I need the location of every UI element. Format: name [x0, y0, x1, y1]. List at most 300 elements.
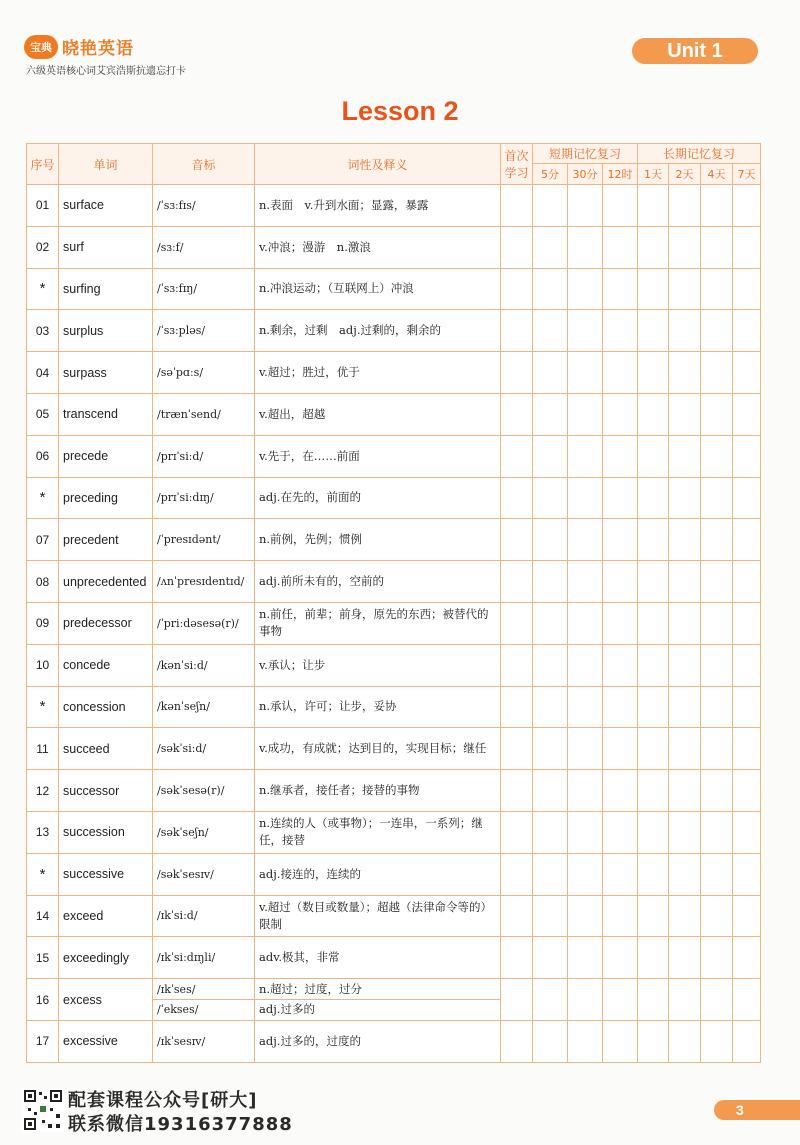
review-checkbox-cell[interactable] [568, 519, 603, 561]
word-cell: successive [59, 853, 153, 895]
definition-cell: adj.前所未有的，空前的 [255, 561, 501, 603]
row-number: 10 [27, 644, 59, 686]
phonetic-cell: /prɪˈsiːdɪŋ/ [153, 477, 255, 519]
review-checkbox-cell[interactable] [638, 644, 669, 686]
review-checkbox-cell[interactable] [638, 728, 669, 770]
header-phonetic: 音标 [153, 144, 255, 185]
review-checkbox-cell[interactable] [568, 728, 603, 770]
review-checkbox-cell[interactable] [568, 393, 603, 435]
row-number: 07 [27, 519, 59, 561]
book-subtitle: 六级英语核心词艾宾浩斯抗遗忘打卡 [26, 66, 186, 77]
definition-cell: v.超过（数目或数量）；超越（法律命令等的）限制 [255, 895, 501, 937]
review-checkbox-cell[interactable] [701, 979, 733, 1021]
phonetic-cell: /ˈsɜːfɪs/ [153, 185, 255, 227]
definition-cell: v.承认；让步 [255, 644, 501, 686]
review-checkbox-cell[interactable] [733, 185, 761, 227]
review-checkbox-cell[interactable] [568, 185, 603, 227]
review-checkbox-cell[interactable] [501, 226, 533, 268]
review-checkbox-cell[interactable] [701, 895, 733, 937]
review-checkbox-cell[interactable] [733, 770, 761, 812]
review-checkbox-cell[interactable] [533, 226, 568, 268]
review-checkbox-cell[interactable] [638, 352, 669, 394]
review-checkbox-cell[interactable] [603, 185, 638, 227]
review-checkbox-cell[interactable] [669, 477, 701, 519]
review-checkbox-cell[interactable] [501, 561, 533, 603]
phonetic-cell: /ɪkˈsiːd/ [153, 895, 255, 937]
phonetic-cell: /kənˈsiːd/ [153, 644, 255, 686]
review-checkbox-cell[interactable] [638, 853, 669, 895]
review-checkbox-cell[interactable] [701, 393, 733, 435]
header-word: 单词 [59, 144, 153, 185]
word-cell: excessive [59, 1020, 153, 1062]
review-checkbox-cell[interactable] [533, 185, 568, 227]
footer-promo-line1: 配套课程公众号[研大] [68, 1090, 258, 1111]
brand [24, 34, 134, 59]
review-checkbox-cell[interactable] [733, 310, 761, 352]
definition-cell: v.超出，超越 [255, 393, 501, 435]
review-checkbox-cell[interactable] [701, 268, 733, 310]
review-checkbox-cell[interactable] [568, 979, 603, 1021]
definition-cell: n.前例，先例；惯例 [255, 519, 501, 561]
review-checkbox-cell[interactable] [669, 937, 701, 979]
review-checkbox-cell[interactable] [568, 770, 603, 812]
row-number: 01 [27, 185, 59, 227]
phonetic-cell: /ˈsɜːfɪŋ/ [153, 268, 255, 310]
review-checkbox-cell[interactable] [701, 352, 733, 394]
review-checkbox-cell[interactable] [638, 1020, 669, 1062]
header-first-study: 首次学习 [501, 144, 533, 185]
review-checkbox-cell[interactable] [568, 811, 603, 853]
review-checkbox-cell[interactable] [669, 226, 701, 268]
row-number: 09 [27, 602, 59, 644]
review-checkbox-cell[interactable] [669, 686, 701, 728]
word-cell: exceed [59, 895, 153, 937]
review-checkbox-cell[interactable] [501, 686, 533, 728]
table-row [27, 352, 761, 394]
row-number: 03 [27, 310, 59, 352]
review-checkbox-cell[interactable] [501, 937, 533, 979]
review-checkbox-cell[interactable] [533, 686, 568, 728]
review-checkbox-cell[interactable] [501, 811, 533, 853]
review-checkbox-cell[interactable] [533, 352, 568, 394]
review-checkbox-cell[interactable] [533, 811, 568, 853]
row-number: * [27, 268, 59, 310]
review-checkbox-cell[interactable] [638, 811, 669, 853]
word-cell: excess [59, 979, 153, 1021]
review-checkbox-cell[interactable] [568, 686, 603, 728]
header-short-term: 短期记忆复习 [533, 144, 638, 164]
word-cell: surf [59, 226, 153, 268]
review-checkbox-cell[interactable] [669, 602, 701, 644]
review-checkbox-cell[interactable] [669, 310, 701, 352]
header-4day: 4天 [701, 164, 733, 185]
review-checkbox-cell[interactable] [603, 895, 638, 937]
review-checkbox-cell[interactable] [533, 979, 568, 1021]
review-checkbox-cell[interactable] [568, 895, 603, 937]
review-checkbox-cell[interactable] [533, 310, 568, 352]
definition-cell: adj.过多的，过度的 [255, 1020, 501, 1062]
review-checkbox-cell[interactable] [669, 895, 701, 937]
review-checkbox-cell[interactable] [533, 393, 568, 435]
review-checkbox-cell[interactable] [638, 519, 669, 561]
brand-logo: 宝典 [24, 35, 58, 59]
word-cell: surface [59, 185, 153, 227]
definition-cell: v.超过；胜过，优于 [255, 352, 501, 394]
row-number: 05 [27, 393, 59, 435]
review-checkbox-cell[interactable] [533, 895, 568, 937]
review-checkbox-cell[interactable] [733, 895, 761, 937]
footer-promo-line2: 联系微信19316377888 [68, 1114, 293, 1135]
review-checkbox-cell[interactable] [669, 644, 701, 686]
table-row [27, 728, 761, 770]
header-2day: 2天 [669, 164, 701, 185]
definition-cell: n.冲浪运动；（互联网上）冲浪 [255, 268, 501, 310]
page-number: 3 [714, 1100, 800, 1120]
table-row [27, 602, 761, 644]
definition-cell: adv.极其，非常 [255, 937, 501, 979]
table-row [27, 853, 761, 895]
row-number: 06 [27, 435, 59, 477]
table-row [27, 185, 761, 227]
definition-cell: n.继承者，接任者；接替的事物 [255, 770, 501, 812]
review-checkbox-cell[interactable] [638, 435, 669, 477]
review-checkbox-cell[interactable] [533, 937, 568, 979]
review-checkbox-cell[interactable] [501, 1020, 533, 1062]
word-cell: transcend [59, 393, 153, 435]
phonetic-cell: /ɪkˈses/ [153, 979, 255, 1000]
row-number: * [27, 853, 59, 895]
review-checkbox-cell[interactable] [669, 1020, 701, 1062]
word-cell: predecessor [59, 602, 153, 644]
review-checkbox-cell[interactable] [701, 853, 733, 895]
review-checkbox-cell[interactable] [568, 1020, 603, 1062]
review-checkbox-cell[interactable] [533, 644, 568, 686]
definition-cell: adj.接连的，连续的 [255, 853, 501, 895]
phonetic-cell: /ʌnˈpresɪdentɪd/ [153, 561, 255, 603]
review-checkbox-cell[interactable] [701, 644, 733, 686]
vocabulary-table [26, 143, 761, 1063]
review-checkbox-cell[interactable] [733, 519, 761, 561]
review-checkbox-cell[interactable] [733, 435, 761, 477]
review-checkbox-cell[interactable] [701, 811, 733, 853]
review-checkbox-cell[interactable] [638, 268, 669, 310]
review-checkbox-cell[interactable] [701, 310, 733, 352]
review-checkbox-cell[interactable] [568, 853, 603, 895]
review-checkbox-cell[interactable] [533, 853, 568, 895]
review-checkbox-cell[interactable] [701, 602, 733, 644]
review-checkbox-cell[interactable] [638, 185, 669, 227]
review-checkbox-cell[interactable] [733, 352, 761, 394]
table-row [27, 268, 761, 310]
review-checkbox-cell[interactable] [733, 268, 761, 310]
review-checkbox-cell[interactable] [533, 477, 568, 519]
word-cell: successor [59, 770, 153, 812]
row-number: 14 [27, 895, 59, 937]
review-checkbox-cell[interactable] [533, 602, 568, 644]
review-checkbox-cell[interactable] [701, 937, 733, 979]
header-definition: 词性及释义 [255, 144, 501, 185]
review-checkbox-cell[interactable] [603, 770, 638, 812]
review-checkbox-cell[interactable] [568, 310, 603, 352]
review-checkbox-cell[interactable] [568, 352, 603, 394]
review-checkbox-cell[interactable] [638, 770, 669, 812]
review-checkbox-cell[interactable] [603, 937, 638, 979]
review-checkbox-cell[interactable] [701, 770, 733, 812]
review-checkbox-cell[interactable] [638, 602, 669, 644]
word-cell: surfing [59, 268, 153, 310]
header-30min: 30分 [568, 164, 603, 185]
review-checkbox-cell[interactable] [701, 435, 733, 477]
row-number: 12 [27, 770, 59, 812]
review-checkbox-cell[interactable] [669, 728, 701, 770]
table-row [27, 811, 761, 853]
header-long-term: 长期记忆复习 [638, 144, 761, 164]
word-cell: concession [59, 686, 153, 728]
review-checkbox-cell[interactable] [568, 268, 603, 310]
header-5min: 5分 [533, 164, 568, 185]
review-checkbox-cell[interactable] [638, 895, 669, 937]
row-number: 11 [27, 728, 59, 770]
review-checkbox-cell[interactable] [568, 435, 603, 477]
review-checkbox-cell[interactable] [669, 519, 701, 561]
row-number: 16 [27, 979, 59, 1021]
review-checkbox-cell[interactable] [603, 226, 638, 268]
review-checkbox-cell[interactable] [501, 310, 533, 352]
review-checkbox-cell[interactable] [501, 352, 533, 394]
review-checkbox-cell[interactable] [701, 519, 733, 561]
review-checkbox-cell[interactable] [603, 686, 638, 728]
header-no: 序号 [27, 144, 59, 185]
review-checkbox-cell[interactable] [733, 1020, 761, 1062]
review-checkbox-cell[interactable] [733, 561, 761, 603]
review-checkbox-cell[interactable] [501, 477, 533, 519]
table-row [27, 561, 761, 603]
header-12h: 12时 [603, 164, 638, 185]
row-number: * [27, 686, 59, 728]
review-checkbox-cell[interactable] [701, 728, 733, 770]
qr-code-icon [22, 1088, 64, 1132]
review-checkbox-cell[interactable] [733, 853, 761, 895]
table-row [27, 937, 761, 979]
header-1day: 1天 [638, 164, 669, 185]
phonetic-cell: /ˈsɜːpləs/ [153, 310, 255, 352]
review-checkbox-cell[interactable] [669, 393, 701, 435]
review-checkbox-cell[interactable] [603, 853, 638, 895]
review-checkbox-cell[interactable] [701, 561, 733, 603]
unit-badge: Unit 1 [632, 38, 758, 64]
review-checkbox-cell[interactable] [603, 979, 638, 1021]
review-checkbox-cell[interactable] [638, 310, 669, 352]
review-checkbox-cell[interactable] [568, 937, 603, 979]
review-checkbox-cell[interactable] [638, 937, 669, 979]
phonetic-cell: /ɪkˈsesɪv/ [153, 1020, 255, 1062]
review-checkbox-cell[interactable] [638, 226, 669, 268]
review-checkbox-cell[interactable] [501, 770, 533, 812]
review-checkbox-cell[interactable] [501, 979, 533, 1021]
table-row [27, 686, 761, 728]
table-row [27, 895, 761, 937]
review-checkbox-cell[interactable] [501, 519, 533, 561]
header-7day: 7天 [733, 164, 761, 185]
table-row [27, 393, 761, 435]
phonetic-cell: /prɪˈsiːd/ [153, 435, 255, 477]
word-cell: surplus [59, 310, 153, 352]
phonetic-cell: /səˈpɑːs/ [153, 352, 255, 394]
phonetic-cell: /trænˈsend/ [153, 393, 255, 435]
review-checkbox-cell[interactable] [669, 561, 701, 603]
review-checkbox-cell[interactable] [568, 644, 603, 686]
review-checkbox-cell[interactable] [501, 728, 533, 770]
brand-name: 晓艳英语 [62, 39, 134, 59]
review-checkbox-cell[interactable] [733, 393, 761, 435]
review-checkbox-cell[interactable] [603, 602, 638, 644]
table-row [27, 477, 761, 519]
review-checkbox-cell[interactable] [533, 728, 568, 770]
phonetic-cell: /səkˈsesɪv/ [153, 853, 255, 895]
review-checkbox-cell[interactable] [701, 1020, 733, 1062]
review-checkbox-cell[interactable] [603, 477, 638, 519]
review-checkbox-cell[interactable] [733, 728, 761, 770]
review-checkbox-cell[interactable] [669, 185, 701, 227]
table-row [27, 644, 761, 686]
lesson-title: Lesson 2 [341, 96, 459, 126]
definition-cell: v.成功，有成就；达到目的，实现目标；继任 [255, 728, 501, 770]
review-checkbox-cell[interactable] [638, 979, 669, 1021]
review-checkbox-cell[interactable] [501, 895, 533, 937]
review-checkbox-cell[interactable] [638, 393, 669, 435]
review-checkbox-cell[interactable] [669, 435, 701, 477]
review-checkbox-cell[interactable] [733, 811, 761, 853]
review-checkbox-cell[interactable] [603, 435, 638, 477]
review-checkbox-cell[interactable] [669, 979, 701, 1021]
word-cell: succession [59, 811, 153, 853]
word-cell: unprecedented [59, 561, 153, 603]
review-checkbox-cell[interactable] [603, 268, 638, 310]
row-number: 17 [27, 1020, 59, 1062]
review-checkbox-cell[interactable] [533, 770, 568, 812]
review-checkbox-cell[interactable] [568, 477, 603, 519]
word-cell: precede [59, 435, 153, 477]
review-checkbox-cell[interactable] [701, 477, 733, 519]
row-number: 04 [27, 352, 59, 394]
definition-cell: adj.过多的 [255, 1000, 501, 1021]
review-checkbox-cell[interactable] [603, 519, 638, 561]
review-checkbox-cell[interactable] [733, 644, 761, 686]
review-checkbox-cell[interactable] [638, 477, 669, 519]
review-checkbox-cell[interactable] [701, 185, 733, 227]
phonetic-cell: /ˈpriːdəsesə(r)/ [153, 602, 255, 644]
row-number: 08 [27, 561, 59, 603]
review-checkbox-cell[interactable] [568, 226, 603, 268]
definition-cell: n.连续的人（或事物）；一连串，一系列；继任，接替 [255, 811, 501, 853]
review-checkbox-cell[interactable] [533, 519, 568, 561]
review-checkbox-cell[interactable] [533, 435, 568, 477]
review-checkbox-cell[interactable] [603, 811, 638, 853]
review-checkbox-cell[interactable] [669, 352, 701, 394]
review-checkbox-cell[interactable] [638, 686, 669, 728]
phonetic-cell: /səkˈsesə(r)/ [153, 770, 255, 812]
review-checkbox-cell[interactable] [701, 686, 733, 728]
table-row [27, 1020, 761, 1062]
review-checkbox-cell[interactable] [669, 853, 701, 895]
review-checkbox-cell[interactable] [733, 477, 761, 519]
table-row [27, 226, 761, 268]
review-checkbox-cell[interactable] [603, 561, 638, 603]
review-checkbox-cell[interactable] [733, 602, 761, 644]
row-number: 13 [27, 811, 59, 853]
definition-cell: n.剩余，过剩 adj.过剩的，剩余的 [255, 310, 501, 352]
phonetic-cell: /sɜːf/ [153, 226, 255, 268]
table-row [27, 979, 761, 1000]
review-checkbox-cell[interactable] [568, 602, 603, 644]
review-checkbox-cell[interactable] [669, 268, 701, 310]
review-checkbox-cell[interactable] [501, 602, 533, 644]
phonetic-cell: /səkˈseʃn/ [153, 811, 255, 853]
phonetic-cell: /ˈekses/ [153, 1000, 255, 1021]
word-cell: precedent [59, 519, 153, 561]
review-checkbox-cell[interactable] [603, 644, 638, 686]
definition-cell: n.承认，许可；让步，妥协 [255, 686, 501, 728]
word-cell: preceding [59, 477, 153, 519]
row-number: 02 [27, 226, 59, 268]
definition-cell: n.前任，前辈；前身，原先的东西；被替代的事物 [255, 602, 501, 644]
review-checkbox-cell[interactable] [603, 310, 638, 352]
review-checkbox-cell[interactable] [501, 185, 533, 227]
row-number: 15 [27, 937, 59, 979]
review-checkbox-cell[interactable] [701, 226, 733, 268]
phonetic-cell: /ˈpresɪdənt/ [153, 519, 255, 561]
review-checkbox-cell[interactable] [733, 979, 761, 1021]
review-checkbox-cell[interactable] [501, 393, 533, 435]
definition-cell: n.超过；过度，过分 [255, 979, 501, 1000]
review-checkbox-cell[interactable] [669, 811, 701, 853]
phonetic-cell: /səkˈsiːd/ [153, 728, 255, 770]
review-checkbox-cell[interactable] [638, 561, 669, 603]
review-checkbox-cell[interactable] [533, 1020, 568, 1062]
table-row [27, 770, 761, 812]
review-checkbox-cell[interactable] [733, 226, 761, 268]
table-row [27, 519, 761, 561]
review-checkbox-cell[interactable] [501, 435, 533, 477]
review-checkbox-cell[interactable] [501, 644, 533, 686]
review-checkbox-cell[interactable] [603, 1020, 638, 1062]
word-cell: succeed [59, 728, 153, 770]
review-checkbox-cell[interactable] [533, 561, 568, 603]
definition-cell: v.冲浪；漫游 n.激浪 [255, 226, 501, 268]
table-row [27, 310, 761, 352]
definition-cell: n.表面 v.升到水面；显露，暴露 [255, 185, 501, 227]
review-checkbox-cell[interactable] [501, 268, 533, 310]
review-checkbox-cell[interactable] [501, 853, 533, 895]
review-checkbox-cell[interactable] [568, 561, 603, 603]
review-checkbox-cell[interactable] [733, 686, 761, 728]
review-checkbox-cell[interactable] [733, 937, 761, 979]
table-row [27, 435, 761, 477]
phonetic-cell: /ɪkˈsiːdɪŋli/ [153, 937, 255, 979]
review-checkbox-cell[interactable] [669, 770, 701, 812]
review-checkbox-cell[interactable] [603, 393, 638, 435]
review-checkbox-cell[interactable] [533, 268, 568, 310]
review-checkbox-cell[interactable] [603, 352, 638, 394]
definition-cell: adj.在先的，前面的 [255, 477, 501, 519]
word-cell: concede [59, 644, 153, 686]
word-cell: exceedingly [59, 937, 153, 979]
word-cell: surpass [59, 352, 153, 394]
definition-cell: v.先于，在……前面 [255, 435, 501, 477]
phonetic-cell: /kənˈseʃn/ [153, 686, 255, 728]
review-checkbox-cell[interactable] [603, 728, 638, 770]
row-number: * [27, 477, 59, 519]
